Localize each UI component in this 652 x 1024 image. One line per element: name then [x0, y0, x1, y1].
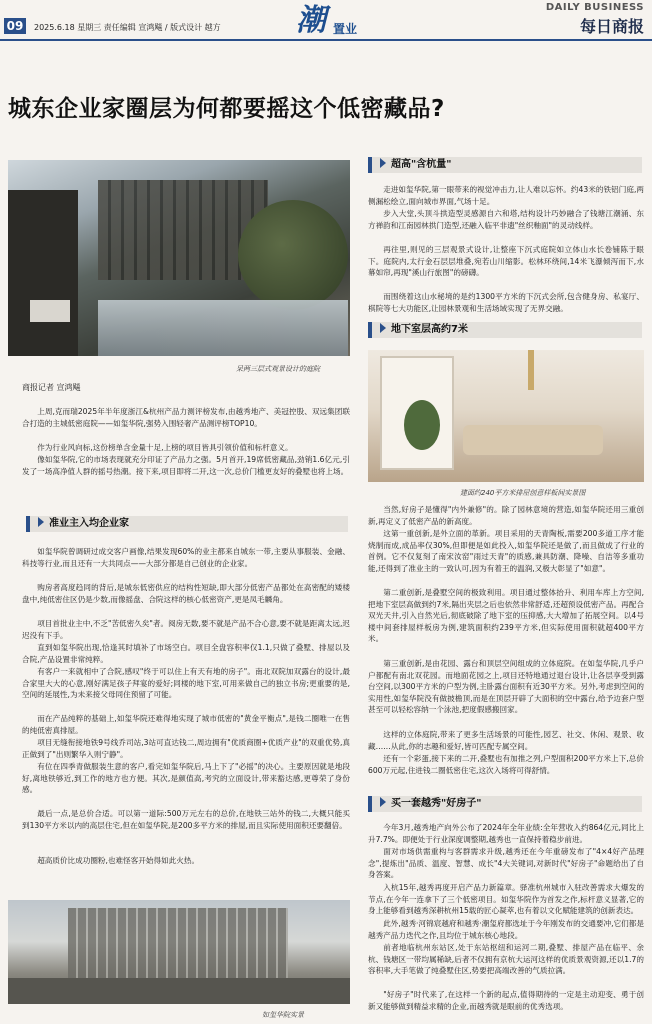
article-headline: 城东企业家圈层为何都要摇这个低密藏品?: [8, 96, 445, 122]
body-paragraph: 超高质价比成功圈粉,也难怪客开始得如此火热。: [37, 856, 200, 865]
body-paragraph: 有位在四季青做服装生意的客户,看完如玺华院后,马上下了"必摇"的决心。主要原因就是地段好,离地铁够近,到工作的地方也方便。其次,是颜值高,考究的立面设计,带来豁达感,更尊荣了身份感。: [22, 762, 350, 794]
body-paragraph: 步入大堂,头顶斗拱造型灵感源自六和塔,结构设计巧妙融合了钱塘江潮涌、东方禅韵和江南园林拱门造型,还融入临平非遗"丝织釉面"的灵动线样。: [368, 209, 644, 230]
body-paragraph: 直到如玺华院出现,恰逢其时填补了市场空白。项目全盘容积率仅1.1,只做了叠墅、排屋以及合院,产品设置非常纯粹。: [22, 643, 350, 664]
showroom-photo-caption: 建面约240平方米排屋创意样板间实景图: [460, 489, 586, 497]
body-paragraph: 第三重创新,是由花园、露台和顶层空间组成的立体庭院。在如玺华院,几乎户户都配有南北双花园。而地面花园之上,项目还特地通过退台设计,让各层享受到露台空间,以300平方米的户型为例,主卧露台面积有近30平方米。另外,考虑到空间的实用性,如玺华院没有做披檐顶,而是在顶层开辟了大面积的空中露台,给予边套户型甚至可以轻松容纳一个泳池,把度假感搬回家。: [368, 659, 644, 714]
byline: 商报记者 宣鸿飚: [22, 383, 81, 392]
subhead-basement: [368, 322, 642, 338]
intro-paragraph: 像如玺华院,它的市场表现就充分印证了产品力之强。5月首开,19席低密藏品,劲销1.6亿元,引发了一场高净值人群的摇号热潮。接下来,项目即将二开,这一次,总价门槛更友好的叠墅也将上场。: [22, 455, 350, 476]
paper-name-cn: 每日商报: [579, 17, 644, 36]
masthead: [0, 0, 652, 38]
triangle-marker-icon: [380, 158, 386, 168]
body-paragraph: 购房者高度趋同的背后,是城东低密供应的结构性短缺,即大部分低密产品都处在高密配的矮楼盘中,纯低密住区仍是少数,而像摇盘、合院这样的核心低密资产,更是凤毛麟角。: [22, 583, 350, 604]
section-name: 置业: [333, 22, 358, 36]
subhead-basement-text: 地下室层高约7米: [391, 324, 468, 335]
subhead-good-house: [368, 796, 642, 812]
triangle-marker-icon: [380, 797, 386, 807]
subhead-good-house-text: 买一套越秀"好房子": [391, 798, 482, 809]
page-number: 09: [4, 18, 26, 34]
body-paragraph: 而在产品纯粹的基础上,如玺华院还难得地实现了城市低密的"黄金平衡点",是钱二圈唯一在售的纯低密真排屋。: [22, 714, 350, 735]
body-paragraph: 这样的立体庭院,带来了更多生活场景的可能性,园艺、社交、休闲、观景、收藏……从此,你的志趣和爱好,皆可匹配专属空间。: [368, 730, 644, 751]
body-paragraph: 还有一个彩蛋,接下来的二开,叠墅也有加推之列,户型面积200平方米上下,总价600万元起,住进钱二圈低密住宅,这次入场将可得舒情。: [368, 754, 644, 775]
body-paragraph: 此外,越秀·河锦宸越府和越秀·潮玺府都选址于今年刚发布的交通要冲,它们都是越秀产品力迭代之作,且均位于城东核心地段。: [368, 919, 644, 940]
body-paragraph: 项目首批业主中,不乏"苦低密久矣"者。阅房无数,要不就是产品不合心意,要不就是距离太远,迟迟没有下手。: [22, 619, 350, 640]
intro-paragraph: 作为行业风向标,这份榜单含金量十足,上榜的项目皆具引领价值和标杆意义。: [37, 443, 293, 452]
body-paragraph: 项目无缝衔接地铁9号线乔司站,3站可直达钱二,周边拥有"优质商圈+优质产业"的双重优势,真正做到了"出则繁华入则宁静"。: [22, 738, 350, 759]
body-paragraph: 前者地临杭州东站区,处于东站枢纽和运河二期,叠墅、排屋产品在临平、余杭、钱塘区一带均属稀缺,后者不仅拥有京杭大运河这样的优质景观资源,还以1.7的容积率,大手笔做了纯叠墅住区,势要把高端改善的气质拉满。: [368, 943, 644, 975]
body-paragraph: "好房子"时代来了,在这样一个新的起点,值得期待的一定是主动迎变、勇于创新又能够做到精益求精的企业,而越秀就是眼前的优秀选项。: [368, 990, 644, 1011]
body-paragraph: 有客户一来就相中了合院,感叹"终于可以住上有天有地的房子"。南北双院加双露台的设计,最合家里大大的心意,刚好满足孩子拜宴的爱好;同楼的地下室,可用来做自己的独立书房;更重要的是,空间的延展性,为未来接父母同住预留了可能。: [22, 667, 350, 699]
exterior-photo-caption: 如玺华院实景: [262, 1011, 304, 1019]
body-paragraph: 这第一重创新,是外立面的革新。项目采用的天青陶板,需要200多道工序才能烧制而成,成品率仅30%,但即便是如此投入,如玺华院还是做了,而且做成了行业的首例。它不仅复刻了南宋汝窑"雨过天青"的质感,兼具防潮、降噪、自洁等多重功能,还得到了准业主的一致认可,因为有着王的温润,又极大彰显了"如意"。: [368, 529, 644, 573]
triangle-marker-icon: [380, 323, 386, 333]
subhead-owners-text: 准业主入均企业家: [49, 518, 129, 529]
body-paragraph: 如玺华院曾调研过成交客户画像,结果发现60%的业主都来自城东一带,主要从事服装、金融、科技等行业,而且还有一大共同点——大部分都是自己创业的企业家。: [22, 547, 350, 568]
courtyard-photo-caption: 呆两三层式观景设计的庭院: [236, 365, 320, 373]
body-paragraph: 而围绕着这山水秘境的是约1300平方米的下沉式会所,包含健身房、私宴厅、棋院等七大功能区,让园林景观和生活场域实现了无界交融。: [368, 292, 644, 313]
body-paragraph: 第二重创新,是叠墅空间的极致利用。项目通过整体抬升、利用车库上方空间,把地下室层高做到约7米,隔出夹层之后也依然非常舒适,还超预设低密产品。再配合双光天井,引入自然光后,彻底破除了地下室的压抑感,大大增加了拓展空间。以4号楼中间套排屋样板房为例,建筑面积约239平方米,但实际使用面积就超400平方米。: [368, 588, 644, 643]
courtyard-photo: [8, 160, 350, 356]
body-paragraph: 最后一点,是总价合适。可以第一道际:500万元左右的总价,在地铁三站外的钱二,大概只能买到130平方米以内的高层住宅,但在如玺华院,是200多平方米的排屋,而且实际使用面积还要翻倍。: [22, 809, 350, 830]
paper-name-en: DAILY BUSINESS: [545, 2, 644, 13]
triangle-marker-icon: [38, 517, 44, 527]
body-paragraph: 走进如玺华院,第一眼带来的视觉冲击力,让人难以忘怀。约43米的铁铝门庭,两侧漏松绘立,面向城市界面,气场十足。: [368, 185, 644, 206]
exterior-photo: [8, 900, 350, 1004]
body-paragraph: 入杭15年,越秀再度开启产品力新篇章。驿准杭州城市入驻改善需求大爆发的节点,在今年一连拿下了三个低密项目。如玺华院作为首发之作,标杆意义显著,它的身上能够看到越秀深耕杭州15载的匠心凝萃,也有着以文化赋能建筑的创新表达。: [368, 883, 644, 915]
body-paragraph: 今年3月,越秀地产向外公布了2024年全年业绩:全年营收入约864亿元,同比上升7.7%。即便处于行业深度调整期,越秀也一直保持着稳步前进。: [368, 823, 644, 844]
showroom-photo: [368, 350, 644, 482]
subhead-owners: [26, 516, 348, 532]
issue-meta: 2025.6.18 星期三 责任编辑 宣鸿飚 / 版式设计 越方: [34, 23, 221, 32]
masthead-divider: [0, 39, 652, 41]
body-paragraph: 当然,好房子是懂得"内外兼修"的。除了园林意境的营造,如玺华院还用三重创新,再定义了低密产品的新高度。: [368, 505, 644, 526]
intro-paragraph: 上周,克而瑞2025年半年度浙江&杭州产品力测评榜发布,由越秀地产、美冠控股、双远集团联合打造的主城低密庭院——如玺华院,强势入围轻奢产品测评榜TOP10。: [22, 407, 350, 428]
body-paragraph: 面对市场供需重构与客群需求升级,越秀还在今年重磅发布了"4×4好产品理念",提炼出"品质、温度、智慧、成长"4大关键词,对新时代"好房子"命题给出了自身答案。: [368, 847, 644, 879]
section-logo-char: 潮: [296, 3, 326, 38]
subhead-hangzhou-text: 超高"含杭量": [391, 159, 452, 170]
body-paragraph: 再往里,则见的三层观景式设计,让整座下沉式庭院如立体山水长卷铺陈于眼下。庭院内,太行金石层层堆叠,宛若山川缩影。松林环绕间,14米飞瀑倾泻而下,水幕如帘,再现"溪山行旅图"的磅礴。: [368, 245, 644, 277]
subhead-hangzhou: [368, 157, 642, 173]
